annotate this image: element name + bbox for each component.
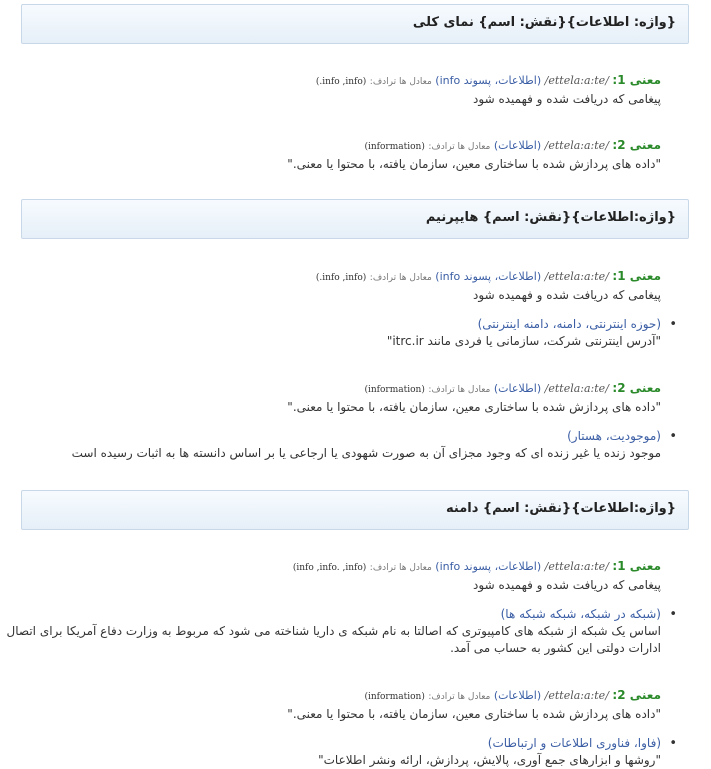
synonym-link[interactable]: اطلاعات (498, 689, 537, 702)
equivalent-value: (info ,info.) (315, 273, 367, 283)
equivalent-value: (information) (364, 385, 425, 395)
sense-number: معنی 2 (617, 688, 661, 702)
synonym-label: معادل ها ترادف: (369, 273, 432, 283)
synonym-link[interactable]: اطلاعات، پسوند info (439, 560, 537, 573)
synonym-label: معادل ها ترادف: (428, 385, 491, 395)
phonetic: /ettela:a:te/ (544, 560, 609, 573)
definition: "داده های پردازش شده با ساختاری معین، سازمان یافته، با محتوا یا معنی." (287, 157, 661, 171)
synonym-label: معادل ها ترادف: (428, 692, 491, 702)
section-header-domain (21, 490, 689, 530)
equivalent-value: (information) (364, 692, 425, 702)
phonetic: /ettela:a:te/ (544, 139, 609, 152)
phonetic: /ettela:a:te/ (544, 689, 609, 702)
domain-definition-line: اساس یک شبکه از شبکه های کامپیوتری که اصالتا به نام شبکه ی داریا شناخته می شود که مربوط به وزارت دفاع آمریکا برای اتصال (6, 624, 661, 638)
sense-number: معنی 1 (617, 269, 661, 283)
definition: پیغامی که دریافت شده و فهمیده شود (473, 578, 661, 592)
synonym-link[interactable]: اطلاعات (498, 139, 537, 152)
sense-entry: معنی 1: /ettela:a:te/ (اطلاعات، پسوند info) معادل ها ترادف: (info ,info.) پیغامی که دریافت شده و فهمیده شود (315, 73, 661, 106)
section-title: {واژه:اطلاعات}{نقش: اسم} دامنه (446, 501, 676, 516)
sense-number: معنی 2 (617, 381, 661, 395)
section-title: {واژه:اطلاعات}{نقش: اسم} هایپرنیم (425, 210, 676, 225)
definition: پیغامی که دریافت شده و فهمیده شود (473, 288, 661, 302)
equivalent-value: (information) (364, 142, 425, 152)
sense-entry: معنی 2: /ettela:a:te/ (اطلاعات) معادل ها ترادف: (information) "داده های پردازش شده با ساختاری معین، سازمان یافته، با محتوا یا معنی." (287, 138, 661, 171)
domain-item (6, 606, 677, 657)
hypernym-item (386, 316, 677, 350)
equivalent-value: (info ,info. ,info) (292, 563, 367, 573)
hypernym-definition: موجود زنده یا غیر زنده ای که وجود مجزای آن به صورت شهودی یا ارجاعی یا بر اساس دانسته ها به اثبات رسیده است (71, 446, 661, 460)
phonetic: /ettela:a:te/ (544, 270, 609, 283)
domain-definition: "روشها و ابزارهای جمع آوری، پالایش، پردازش، ارائه ونشر اطلاعات" (318, 753, 661, 767)
bullet-icon: • (669, 607, 677, 622)
bullet-icon: • (669, 317, 677, 332)
section-header-hypernym (21, 199, 689, 239)
hypernym-item (71, 428, 677, 462)
synonym-link[interactable]: اطلاعات (498, 382, 537, 395)
synonym-label: معادل ها ترادف: (369, 563, 432, 573)
phonetic: /ettela:a:te/ (544, 382, 609, 395)
domain-definition-line: ادارات دولتی این کشور به حساب می آمد. (450, 641, 661, 655)
synonym-link[interactable]: اطلاعات، پسوند info (439, 270, 537, 283)
domain-item (318, 735, 677, 769)
hypernym-link[interactable]: (حوزه اینترنتی، دامنه، دامنه اینترنتی) (477, 317, 661, 331)
hypernym-link[interactable]: (موجودیت، هستار) (567, 429, 661, 443)
synonym-link[interactable]: اطلاعات، پسوند info (439, 74, 537, 87)
hypernym-definition: "آدرس اینترنتی شرکت، سازمانی یا فردی مانند itrc.ir" (386, 334, 661, 348)
equivalent-value: (info ,info.) (315, 77, 367, 87)
synonym-label: معادل ها ترادف: (369, 77, 432, 87)
section-title: {واژه: اطلاعات}{نقش: اسم} نمای کلی (412, 15, 676, 30)
phonetic: /ettela:a:te/ (544, 74, 609, 87)
definition: پیغامی که دریافت شده و فهمیده شود (473, 92, 661, 106)
sense-entry: معنی 2: /ettela:a:te/ (اطلاعات) معادل ها ترادف: (information) "داده های پردازش شده با ساختاری معین، سازمان یافته، با محتوا یا معنی." (287, 381, 661, 414)
domain-link[interactable]: (فاوا، فناوری اطلاعات و ارتباطات) (487, 736, 661, 750)
domain-link[interactable]: (شبکه در شبکه، شبکه شبکه ها) (500, 607, 661, 621)
sense-entry: معنی 2: /ettela:a:te/ (اطلاعات) معادل ها ترادف: (information) "داده های پردازش شده با ساختاری معین، سازمان یافته، با محتوا یا معنی." (287, 688, 661, 721)
bullet-icon: • (669, 736, 677, 751)
sense-number: معنی 1 (617, 73, 661, 87)
sense-entry: معنی 1: /ettela:a:te/ (اطلاعات، پسوند info) معادل ها ترادف: (info ,info.) پیغامی که دریافت شده و فهمیده شود (315, 269, 661, 302)
definition: "داده های پردازش شده با ساختاری معین، سازمان یافته، با محتوا یا معنی." (287, 707, 661, 721)
sense-number: معنی 1 (617, 559, 661, 573)
synonym-label: معادل ها ترادف: (428, 142, 491, 152)
definition: "داده های پردازش شده با ساختاری معین، سازمان یافته، با محتوا یا معنی." (287, 400, 661, 414)
sense-number: معنی 2 (617, 138, 661, 152)
sense-entry: معنی 1: /ettela:a:te/ (اطلاعات، پسوند info) معادل ها ترادف: (info ,info. ,info) پیغامی که دریافت شده و فهمیده شود (292, 559, 661, 592)
section-header-overview (21, 4, 689, 44)
bullet-icon: • (669, 429, 677, 444)
